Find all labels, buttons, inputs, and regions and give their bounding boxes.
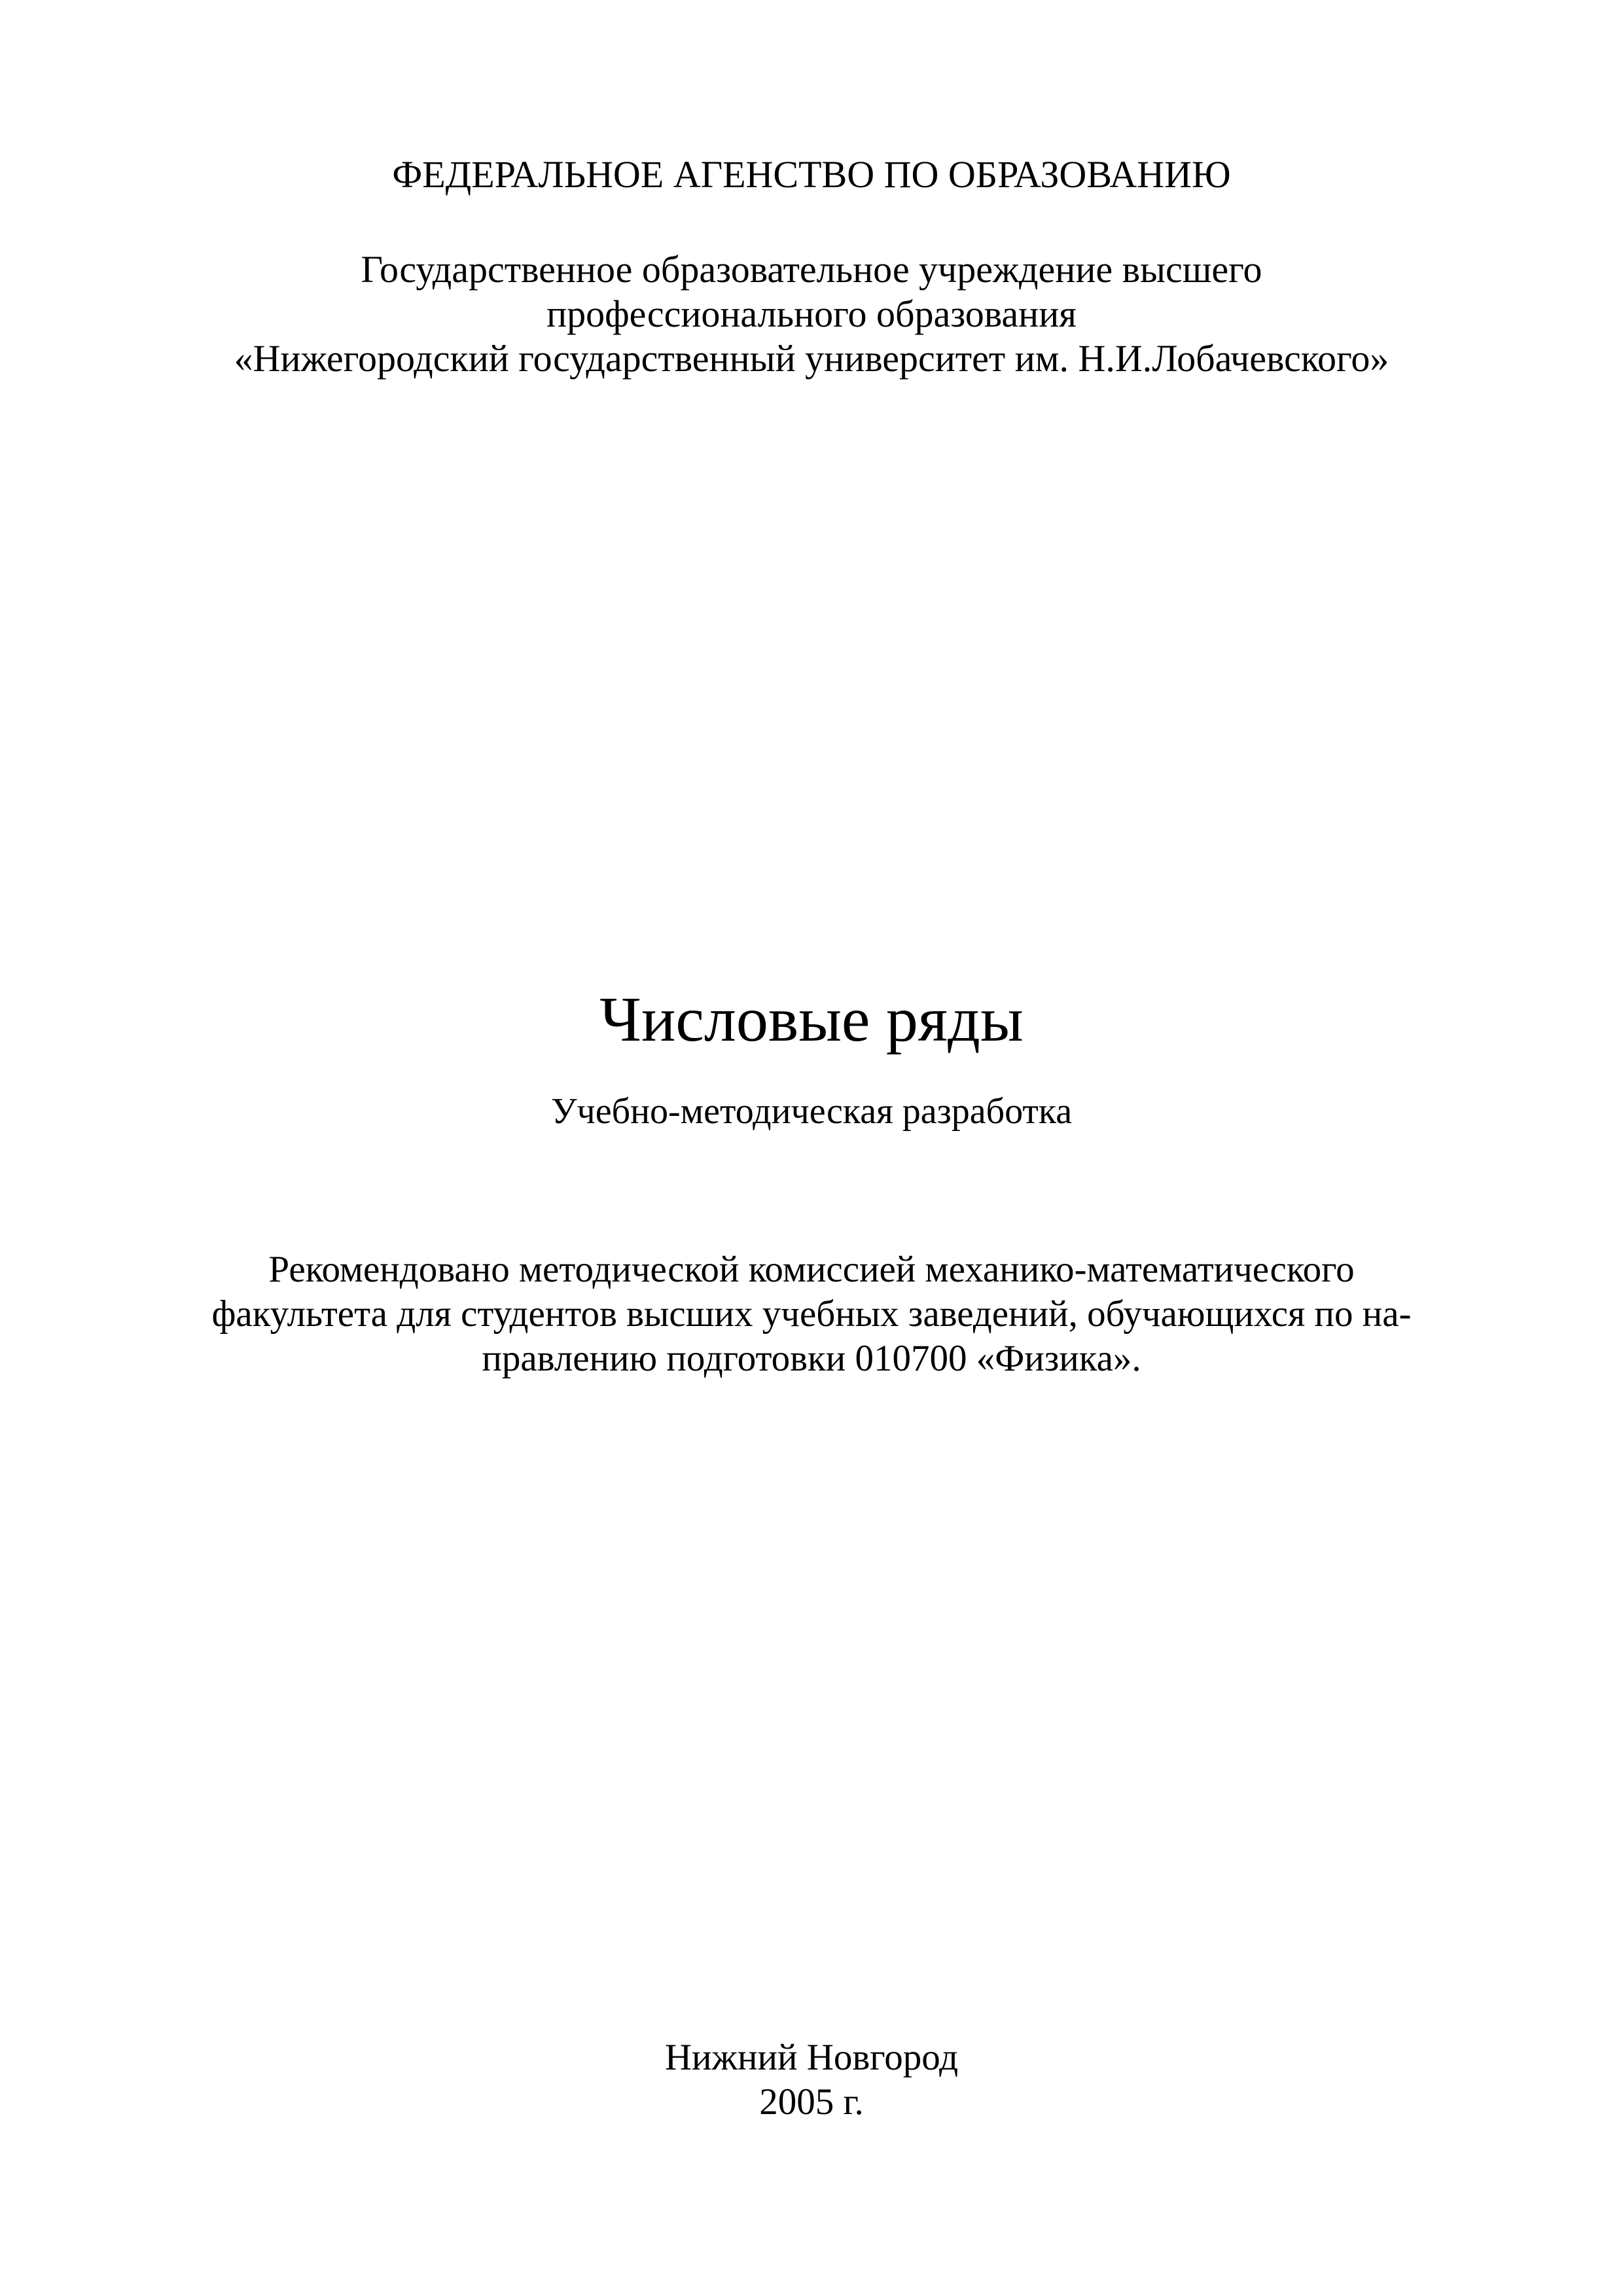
subtitle-line: Учебно-методическая разработка	[550, 1091, 1073, 1132]
document-title	[0, 980, 1623, 1059]
recommendation-line-2: факультета для студентов высших учебных заведений, обучающихся по на-	[211, 1293, 1412, 1335]
recommendation-line-1: Рекомендовано методической комиссией механико-математического	[268, 1249, 1355, 1290]
publication-place	[0, 2036, 1623, 2125]
recommendation-line-3: правлению подготовки 010700 «Физика».	[482, 1338, 1141, 1379]
publication-year: 2005 г.	[759, 2081, 864, 2123]
institution-line-3: «Нижегородский государственный университет им. Н.И.Лобачевского»	[234, 337, 1389, 380]
document-subtitle	[0, 1089, 1623, 1134]
recommendation-text	[0, 1247, 1623, 1381]
institution-name	[0, 247, 1623, 381]
title-line: Числовые ряды	[599, 984, 1024, 1055]
institution-line-1: Государственное образовательное учреждение высшего	[361, 248, 1262, 291]
agency-line: ФЕДЕРАЛЬНОЕ АГЕНСТВО ПО ОБРАЗОВАНИЮ	[392, 153, 1231, 196]
institution-line-2: профессионального образования	[546, 293, 1077, 335]
agency-name	[0, 152, 1623, 198]
city-name: Нижний Новгород	[664, 2037, 959, 2078]
